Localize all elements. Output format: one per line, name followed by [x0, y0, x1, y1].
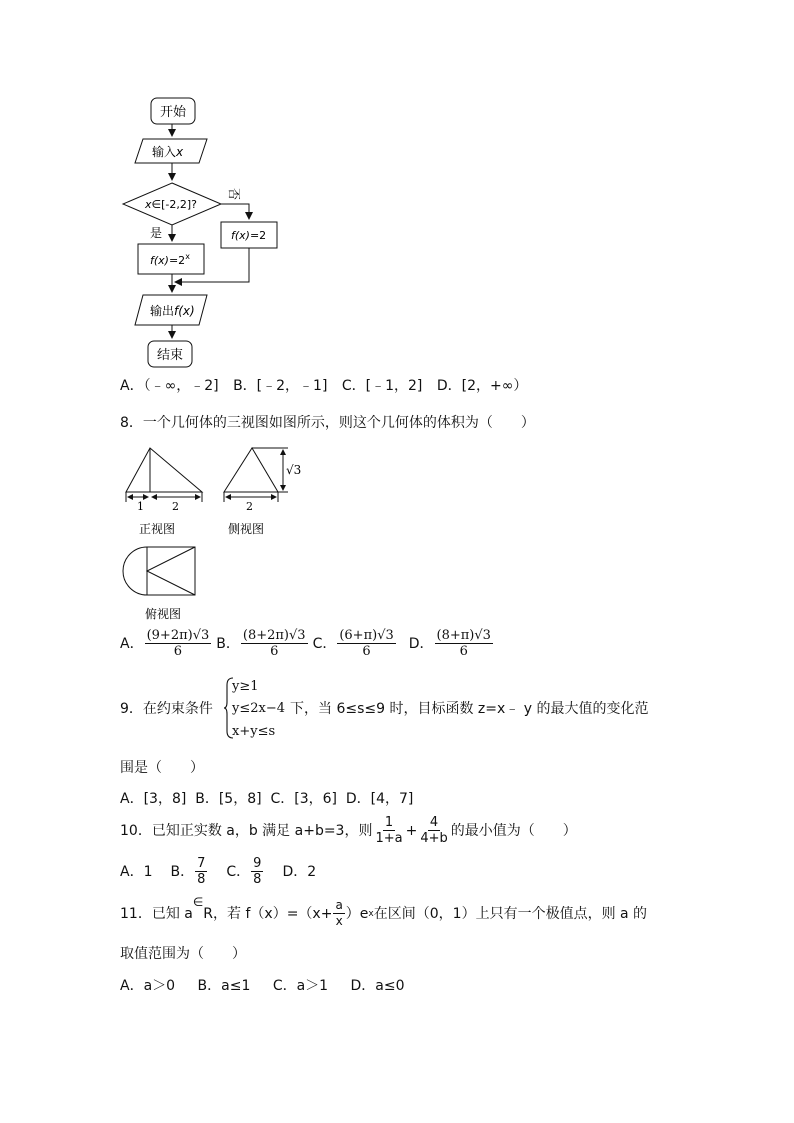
q9-post: 下，当 6≤s≤9 时，目标函数 z=x﹣ y 的最大值的变化范: [290, 701, 649, 717]
q11-option-c[interactable]: C．a＞1: [272, 978, 329, 994]
flow-output-text: 输出f(x): [150, 304, 195, 318]
q7-option-d[interactable]: D．[2，+∞）: [436, 378, 528, 394]
q9-pre: 9．在约束条件: [120, 701, 213, 717]
q8-option-b[interactable]: B． $\frac{(8+2\pi)√3}{6}$: [216, 628, 306, 659]
front-dim-2: 2: [172, 500, 179, 513]
q7-options: [120, 376, 537, 396]
q11-option-b[interactable]: B．a≤1: [197, 978, 251, 994]
flow-no-label: 否: [227, 188, 241, 201]
q8-text: 8．一个几何体的三视图如图所示，则这个几何体的体积为（ ）: [120, 415, 535, 431]
flow-end-text: 结束: [156, 348, 184, 363]
q7-option-a[interactable]: A．（﹣∞，﹣2]: [120, 378, 219, 394]
q10-option-b[interactable]: B． $\frac{7}{8}$: [170, 856, 206, 887]
flow-input-text: 输入x: [152, 145, 184, 159]
q9-constraint-1: y≥1: [232, 679, 259, 694]
front-dim-1: 1: [137, 500, 144, 513]
q10-option-a[interactable]: A．1: [120, 863, 153, 880]
q7-option-c[interactable]: C．[﹣1，2]: [341, 378, 423, 394]
q8-option-c[interactable]: C． $\frac{(6+\pi)√3}{6}$: [312, 628, 394, 659]
q10-options: [120, 856, 316, 887]
q8-option-d[interactable]: D． $\frac{(8+\pi)√3}{6}$: [408, 628, 491, 659]
front-view: [126, 448, 202, 536]
side-dim: 2: [246, 500, 253, 513]
q10-option-c[interactable]: C． $\frac{9}{8}$: [226, 856, 262, 887]
top-view: [123, 547, 195, 621]
flow-yes-label: 是: [150, 226, 163, 240]
q11-line2: 取值范围为（ ）: [120, 946, 246, 962]
flow-start-text: 开始: [159, 105, 187, 120]
q9-line2: 围是（ ）: [120, 760, 204, 776]
front-view-label: 正视图: [139, 522, 176, 536]
q11-text: 11．已知 a ∈ R，若 f（x）=（x+ $\frac{a}{x}$ ）e x 在区间（0，1）上只有一个极值点，则 a 的: [120, 898, 647, 929]
q8-options: [120, 628, 494, 659]
flowchart: [0, 0, 794, 380]
three-views-figure: [0, 440, 320, 630]
side-view-label: 侧视图: [228, 522, 265, 536]
q10-text: 10．已知正实数 a，b 满足 a+b=3，则 $\frac{1}{1+a}$ + $\frac{4}{4+b}$ 的最小值为（ ）: [120, 815, 577, 846]
q10-option-d[interactable]: D．2: [282, 863, 317, 880]
q11-option-d[interactable]: D．a≤0: [350, 978, 405, 994]
side-view: [224, 448, 301, 536]
flow-no-box-text: f(x)=2: [231, 229, 267, 242]
q11-options: [120, 976, 405, 996]
q9-constraint-2: y≤2x−4: [232, 701, 286, 716]
q9-constraint-3: x+y≤s: [232, 724, 276, 739]
flow-yes-box-text: $f(x)=2^x$: [150, 252, 190, 267]
q7-option-b[interactable]: B．[﹣2，﹣1]: [233, 378, 328, 394]
q11-option-a[interactable]: A．a＞0: [120, 978, 176, 994]
flow-decision-text: x∈[-2,2]?: [145, 198, 197, 211]
q9-options[interactable]: A．[3，8] B．[5，8] C．[3，6] D．[4，7]: [120, 791, 414, 807]
q11-in-symbol: ∈: [192, 894, 204, 909]
q8-option-a[interactable]: A． $\frac{(9+2\pi)√3}{6}$: [120, 628, 210, 659]
top-view-label: 俯视图: [145, 607, 182, 621]
side-height-label: √3: [286, 463, 302, 477]
